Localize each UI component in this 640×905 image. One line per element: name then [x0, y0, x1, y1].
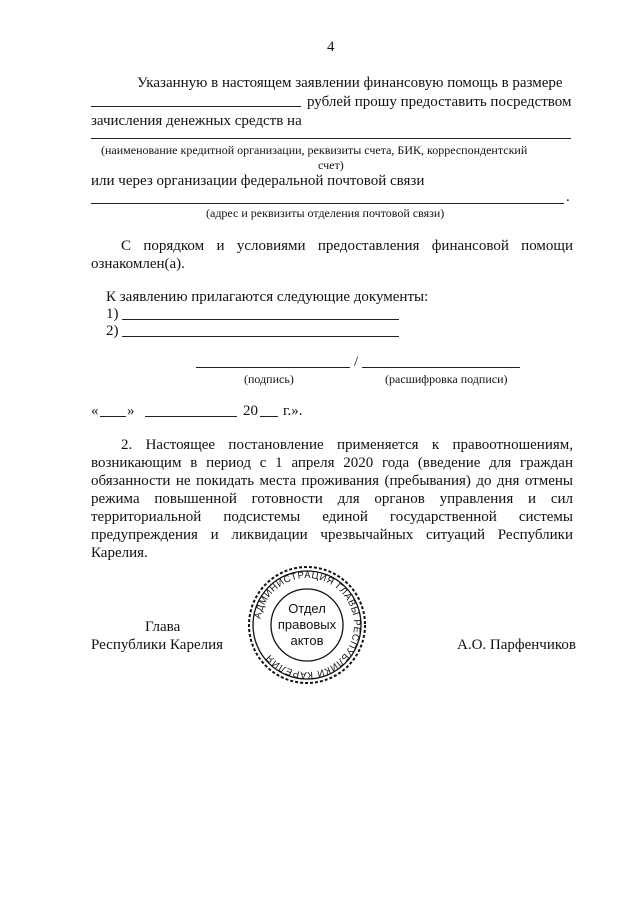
p2-line-6: предупреждения и ликвидации чрезвычайных ситуаций Республики	[91, 527, 573, 543]
signature-decode-blank	[362, 367, 520, 368]
date-close-quote: »	[127, 403, 135, 419]
official-stamp	[246, 564, 368, 686]
p2-line-5: территориальной подсистемы единой государственной системы	[91, 509, 573, 525]
postal-line: или через организации федеральной почтовой связи	[91, 173, 425, 189]
page-number: 4	[327, 39, 335, 55]
date-year-prefix: 20	[243, 403, 258, 419]
postal-dot: .	[566, 189, 570, 205]
head-name: А.О. Парфенчиков	[457, 637, 576, 653]
bank-note-line-1: (наименование кредитной организации, реквизиты счета, БИК, корреспондентский	[101, 143, 528, 157]
postal-details-blank	[91, 203, 564, 204]
intro-line-1: Указанную в настоящем заявлении финансовую помощь в размере	[137, 75, 563, 91]
intro-line-2: рублей прошу предоставить посредством	[307, 94, 572, 110]
head-region: Республики Карелия	[91, 637, 224, 653]
date-suffix: г.».	[283, 403, 303, 419]
stamp-center-line-3: актов	[290, 633, 324, 648]
signature-label: (подпись)	[244, 372, 294, 386]
p2-line-4: режима повышенной готовности для органов управления и сил	[91, 491, 573, 507]
doc-2-blank	[122, 336, 399, 337]
date-open-quote: «	[91, 403, 99, 419]
signature-slash: /	[354, 354, 359, 370]
date-month-blank	[145, 416, 237, 417]
stamp-seal-icon	[246, 564, 368, 686]
doc-2-label: 2)	[106, 323, 119, 339]
date-year-blank	[260, 416, 278, 417]
stamp-center-line-2: правовых	[277, 617, 337, 632]
postal-note: (адрес и реквизиты отделения почтовой связи)	[206, 206, 445, 220]
date-day-blank	[100, 416, 126, 417]
bank-note-line-2: счет)	[318, 158, 344, 172]
stamp-ring-text: АДМИНИСТРАЦИЯ ГЛАВЫ РЕСПУБЛИКИ КАРЕЛИЯ	[252, 569, 363, 681]
bank-details-blank	[91, 138, 571, 139]
p2-line-7: Карелия.	[91, 545, 148, 561]
acquaint-line-1: С порядком и условиями предоставления финансовой помощи	[121, 238, 573, 254]
head-title: Глава	[145, 619, 181, 635]
p2-line-3: обязанности не покидать места проживания (пребывания) до дня отмены	[91, 473, 573, 489]
stamp-center-line-1: Отдел	[288, 601, 326, 616]
p2-line-1: 2. Настоящее постановление применяется к правоотношениям,	[121, 437, 573, 453]
docs-header: К заявлению прилагаются следующие документы:	[106, 289, 429, 305]
p2-line-2: возникающим в период с 1 апреля 2020 года (введение для граждан	[91, 455, 573, 471]
signature-blank	[196, 367, 350, 368]
signature-decode-label: (расшифровка подписи)	[385, 372, 508, 386]
intro-line-3: зачисления денежных средств на	[91, 113, 302, 129]
doc-1-label: 1)	[106, 306, 119, 322]
acquaint-line-2: ознакомлен(а).	[91, 256, 185, 272]
amount-blank	[91, 106, 301, 107]
doc-1-blank	[122, 319, 399, 320]
